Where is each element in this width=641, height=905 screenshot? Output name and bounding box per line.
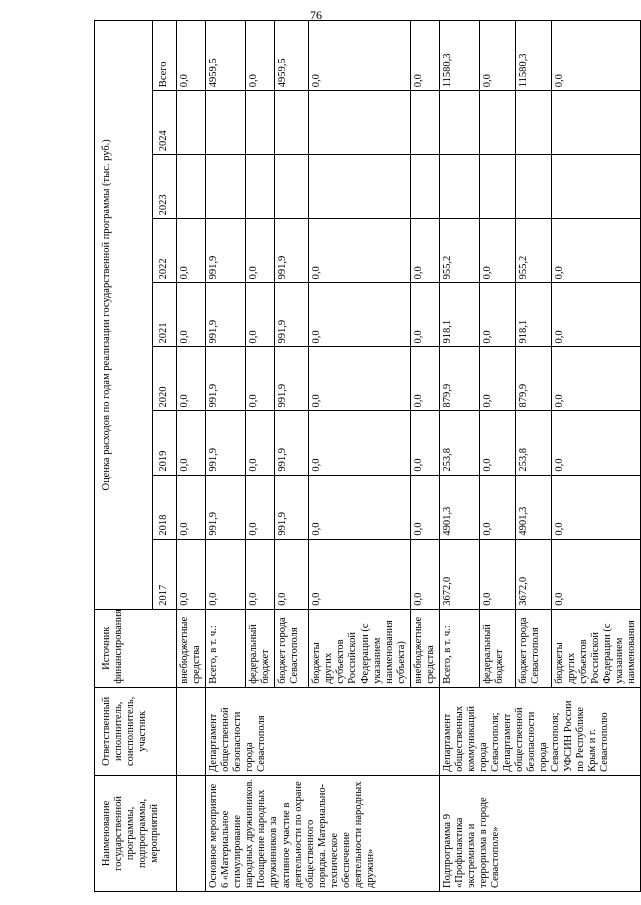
year-value-cell: 991,9 <box>206 411 246 475</box>
year-value-cell <box>309 155 411 219</box>
year-value-cell: 0,0 <box>309 219 411 283</box>
year-value-cell: 955,2 <box>515 219 551 283</box>
header-year-2021: 2021 <box>153 283 177 347</box>
header-year-2018: 2018 <box>153 475 177 539</box>
total-value-cell: 0,0 <box>410 21 439 91</box>
header-year-2020: 2020 <box>153 347 177 411</box>
year-value-cell <box>551 91 640 155</box>
year-value-cell: 0,0 <box>410 539 439 609</box>
year-value-cell: 0,0 <box>309 475 411 539</box>
year-value-cell: 0,0 <box>246 347 275 411</box>
total-value-cell: 4959,5 <box>275 21 309 91</box>
year-value-cell: 918,1 <box>515 283 551 347</box>
total-value-cell: 4959,5 <box>206 21 246 91</box>
source-cell: федеральный бюджет <box>479 609 515 687</box>
year-value-cell: 0,0 <box>309 283 411 347</box>
year-value-cell: 991,9 <box>275 475 309 539</box>
year-value-cell: 0,0 <box>246 539 275 609</box>
source-cell: внебюджетные средства <box>410 609 439 687</box>
year-value-cell: 0,0 <box>206 539 246 609</box>
year-value-cell <box>206 91 246 155</box>
header-name: Наименование государственной программы, подпрограммы, мероприятий <box>95 775 177 891</box>
year-value-cell: 0,0 <box>177 347 206 411</box>
year-value-cell: 0,0 <box>410 475 439 539</box>
year-value-cell: 0,0 <box>479 475 515 539</box>
year-value-cell: 0,0 <box>246 283 275 347</box>
source-cell: внебюджетные средства <box>177 609 206 687</box>
table-row <box>439 21 479 892</box>
year-value-cell <box>551 155 640 219</box>
source-cell: бюджеты других субъектов Российской Федерации (с указанием наименования <box>551 609 640 687</box>
year-value-cell <box>246 91 275 155</box>
year-value-cell: 991,9 <box>206 283 246 347</box>
program-name-cell <box>177 775 206 891</box>
year-value-cell: 991,9 <box>206 219 246 283</box>
total-value-cell: 0,0 <box>177 21 206 91</box>
year-value-cell: 991,9 <box>206 475 246 539</box>
header-source: Источник финансирования <box>95 609 177 687</box>
header-year-2019: 2019 <box>153 411 177 475</box>
year-value-cell: 4901,3 <box>515 475 551 539</box>
year-value-cell: 0,0 <box>479 347 515 411</box>
year-value-cell: 0,0 <box>177 475 206 539</box>
year-value-cell: 0,0 <box>551 219 640 283</box>
year-value-cell <box>479 155 515 219</box>
year-value-cell <box>309 91 411 155</box>
year-value-cell: 253,8 <box>515 411 551 475</box>
year-value-cell: 0,0 <box>177 219 206 283</box>
year-value-cell: 991,9 <box>275 283 309 347</box>
program-name-cell: Основное мероприятие 6 «Материальное стимулирование народных дружинников. Поощрение народных дружинников за активное участие в деятельности по охране общественного порядка. Материально-техническое обеспечение деятельности народных дружин» <box>206 775 440 891</box>
header-year-2022: 2022 <box>153 219 177 283</box>
year-value-cell: 0,0 <box>551 411 640 475</box>
year-value-cell <box>206 155 246 219</box>
total-value-cell: 0,0 <box>551 21 640 91</box>
header-responsible: Ответственный исполнитель, соисполнитель, участник <box>95 687 177 775</box>
year-value-cell: 991,9 <box>206 347 246 411</box>
year-value-cell: 0,0 <box>309 347 411 411</box>
total-value-cell: 0,0 <box>479 21 515 91</box>
year-value-cell <box>439 91 479 155</box>
page-number: 76 <box>310 8 322 22</box>
table-row <box>177 21 206 892</box>
year-value-cell <box>410 91 439 155</box>
year-value-cell: 4901,3 <box>439 475 479 539</box>
header-year-2023: 2023 <box>153 155 177 219</box>
year-value-cell: 0,0 <box>246 411 275 475</box>
year-value-cell: 991,9 <box>275 219 309 283</box>
year-value-cell: 918,1 <box>439 283 479 347</box>
year-value-cell: 0,0 <box>479 539 515 609</box>
header-year-2024: 2024 <box>153 91 177 155</box>
year-value-cell: 0,0 <box>410 347 439 411</box>
year-value-cell: 253,8 <box>439 411 479 475</box>
year-value-cell: 991,9 <box>275 347 309 411</box>
program-name-cell: Подпрограмма 9 «Профилактика экстремизма и терроризма в городе Севастополе» <box>439 775 640 891</box>
year-value-cell: 0,0 <box>246 219 275 283</box>
year-value-cell: 0,0 <box>410 219 439 283</box>
year-value-cell: 879,9 <box>515 347 551 411</box>
year-value-cell <box>177 155 206 219</box>
header-estimate: Оценка расходов по годам реализации государственной программы (тыс. руб.) <box>95 21 153 610</box>
budget-table <box>94 20 641 892</box>
year-value-cell <box>515 91 551 155</box>
year-value-cell: 0,0 <box>246 475 275 539</box>
total-value-cell: 11580,3 <box>515 21 551 91</box>
year-value-cell <box>275 91 309 155</box>
year-value-cell: 0,0 <box>479 283 515 347</box>
total-value-cell: 0,0 <box>246 21 275 91</box>
table-row <box>206 21 246 892</box>
header-total: Всего <box>153 21 177 91</box>
year-value-cell <box>246 155 275 219</box>
year-value-cell: 3672,0 <box>515 539 551 609</box>
year-value-cell: 0,0 <box>309 539 411 609</box>
year-value-cell: 0,0 <box>479 411 515 475</box>
year-value-cell: 0,0 <box>275 539 309 609</box>
year-value-cell: 0,0 <box>309 411 411 475</box>
source-cell: бюджет города Севастополя <box>515 609 551 687</box>
source-cell: Всего, в т. ч.: <box>206 609 246 687</box>
year-value-cell: 0,0 <box>479 219 515 283</box>
year-value-cell <box>479 91 515 155</box>
year-value-cell: 991,9 <box>275 411 309 475</box>
responsible-cell <box>177 687 206 775</box>
responsible-cell: Департамент общественных коммуникаций города Севастополя; Департамент общественной безопасности города Севастополя; УФСИН России по Республике Крым и г. Севастополю <box>439 687 640 775</box>
total-value-cell: 0,0 <box>309 21 411 91</box>
year-value-cell <box>439 155 479 219</box>
table-wrapper <box>94 20 638 892</box>
total-value-cell: 11580,3 <box>439 21 479 91</box>
year-value-cell: 0,0 <box>410 411 439 475</box>
year-value-cell: 0,0 <box>551 539 640 609</box>
year-value-cell: 0,0 <box>177 411 206 475</box>
source-cell: федеральный бюджет <box>246 609 275 687</box>
year-value-cell: 955,2 <box>439 219 479 283</box>
year-value-cell: 3672,0 <box>439 539 479 609</box>
year-value-cell: 0,0 <box>177 283 206 347</box>
year-value-cell <box>515 155 551 219</box>
year-value-cell: 0,0 <box>551 347 640 411</box>
source-cell: бюджет города Севастополя <box>275 609 309 687</box>
year-value-cell: 879,9 <box>439 347 479 411</box>
year-value-cell <box>275 155 309 219</box>
year-value-cell: 0,0 <box>177 539 206 609</box>
header-year-2017: 2017 <box>153 539 177 609</box>
table-body <box>177 21 641 892</box>
year-value-cell: 0,0 <box>551 475 640 539</box>
year-value-cell <box>410 155 439 219</box>
year-value-cell: 0,0 <box>551 283 640 347</box>
source-cell: Всего, в т. ч.: <box>439 609 479 687</box>
source-cell: бюджеты других субъектов Российской Федерации (с указанием наименования субъекта) <box>309 609 411 687</box>
year-value-cell: 0,0 <box>410 283 439 347</box>
responsible-cell: Департамент общественной безопасности города Севастополя <box>206 687 440 775</box>
year-value-cell <box>177 91 206 155</box>
